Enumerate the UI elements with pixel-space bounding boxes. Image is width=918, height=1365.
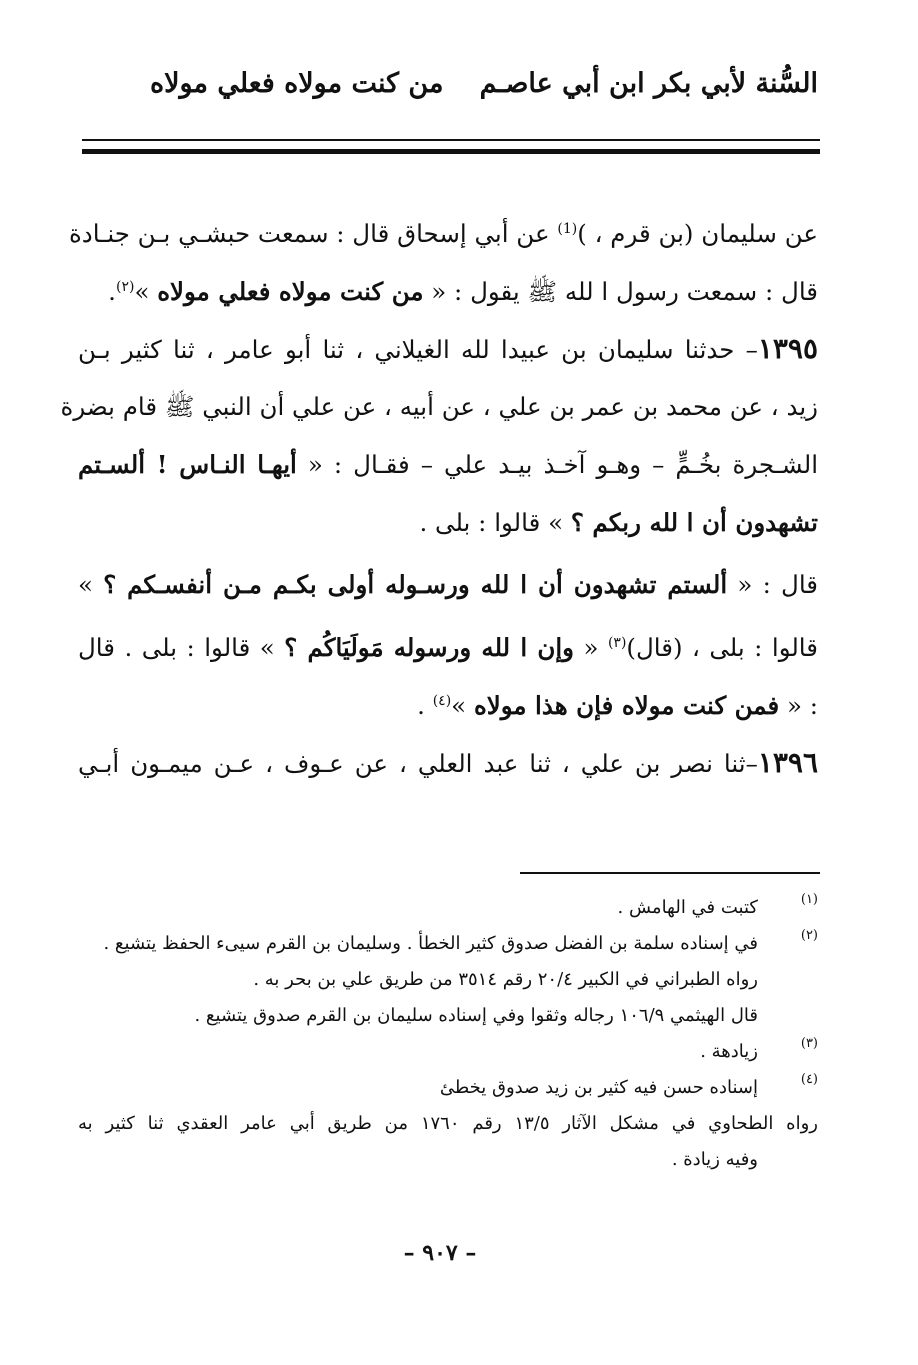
footnote-separator	[520, 872, 820, 874]
footnote-continuation: رواه الطبراني في الكبير ٢٠/٤ رقم ٣٥١٤ من طريق علي بن بحر به .	[253, 969, 758, 990]
footnote-mark: (٢)	[800, 928, 818, 943]
text-line: الشـجرة بخُـمٍّ – وهـو آخـذ بيـد علي – فقـال : « أيهـا النـاس ! ألسـتم	[78, 450, 818, 479]
text-line: زيد ، عن محمد بن عمر بن علي ، عن أبيه ، عن علي أن النبي ﷺ قام بضرة	[60, 392, 818, 421]
text-line: عن سليمان (بن قرم ، )$^{(1)}$ عن أبي إسحاق قال : سمعت حبشـي بـن جنـادة	[68, 219, 818, 249]
footnote-continuation: رواه الطحاوي في مشكل الآثار ١٣/٥ رقم ١٧٦٠ من طريق أبي عامر العقدي ثنا كثير به	[78, 1113, 818, 1134]
hadith-text: أيهـا النـاس ! ألسـتم	[78, 450, 297, 479]
page-number: – ٩٠٧ –	[403, 1240, 477, 1266]
text-line: قال : « ألستم تشهدون أن ا لله ورسـوله أولى بكـم مـن أنفسـكم ؟ »	[78, 570, 818, 599]
main-text	[60, 206, 818, 798]
hadith-text: ألستم تشهدون أن ا لله ورسـوله أولى بكـم مـن أنفسـكم ؟	[103, 570, 728, 599]
text-line: قالوا : بلى ، (قال)$^{(٣)}$ « وإن ا لله ورسوله مَولَيَاكُم ؟ » قالوا : بلى . قال	[78, 633, 818, 663]
footnote-ref: (٤)	[432, 693, 452, 709]
footnote-ref: (٣)	[607, 635, 627, 651]
footnote: (٣) زيادهة .	[78, 1034, 818, 1070]
footnote-continuation: وفيه زيادة .	[671, 1149, 758, 1170]
running-header-chapter-title: من كنت مولاه فعلي مولاه	[150, 68, 444, 99]
footnote: (١) كتبت في الهامش .	[78, 890, 818, 926]
hadith-text: تشهدون أن ا لله ربكم ؟	[570, 508, 818, 537]
footnote-ref: (٢)	[115, 279, 135, 295]
hadith-text: من كنت مولاه فعلي مولاه	[157, 277, 424, 307]
hadith-text: وإن ا لله ورسوله مَولَيَاكُم ؟	[284, 633, 574, 663]
text-line: قال : سمعت رسول ا لله ﷺ يقول : « من كنت مولاه فعلي مولاه »$^{(٢)}$.	[108, 277, 818, 307]
hadith-number: ١٣٩٦	[757, 746, 818, 779]
footnote: (٤) إسناده حسن فيه كثير بن زيد صدوق يخطئ	[78, 1070, 818, 1106]
footnote: (٢) في إسناده سلمة بن الفضل صدوق كثير الخطأ . وسليمان بن القرم سيىء الحفظ يتشيع .	[78, 926, 818, 962]
text-line: تشهدون أن ا لله ربكم ؟ » قالوا : بلى .	[419, 508, 818, 537]
footnote-mark: (٤)	[800, 1072, 818, 1087]
hadith-text: فمن كنت مولاه فإن هذا مولاه	[473, 691, 780, 721]
footnote-mark: (٣)	[800, 1036, 818, 1051]
running-header-book-title: السُّنة لأبي بكر ابن أبي عاصـم	[479, 68, 818, 99]
footnote-mark: (١)	[800, 892, 818, 907]
footnote-ref: (1)	[557, 221, 578, 237]
text-line: ١٣٩٦–ثنا نصر بن علي ، ثنا عبد العلي ، عن عـوف ، عـن ميمـون أبـي	[78, 746, 818, 779]
text-line: ١٣٩٥– حدثنا سليمان بن عبيدا لله الغيلاني ، ثنا أبو عامر ، ثنا كثير بـن	[78, 332, 818, 365]
header-rule-thick	[82, 149, 820, 154]
text-line: : « فمن كنت مولاه فإن هذا مولاه »$^{(٤)}$ .	[417, 691, 818, 721]
hadith-number: ١٣٩٥	[757, 332, 818, 365]
header-rule-thin	[82, 139, 820, 141]
footnote-continuation: قال الهيثمي ١٠٦/٩ رجاله وثقوا وفي إسناده سليمان بن القرم صدوق يتشيع .	[194, 1005, 758, 1026]
footnotes	[78, 890, 818, 1178]
